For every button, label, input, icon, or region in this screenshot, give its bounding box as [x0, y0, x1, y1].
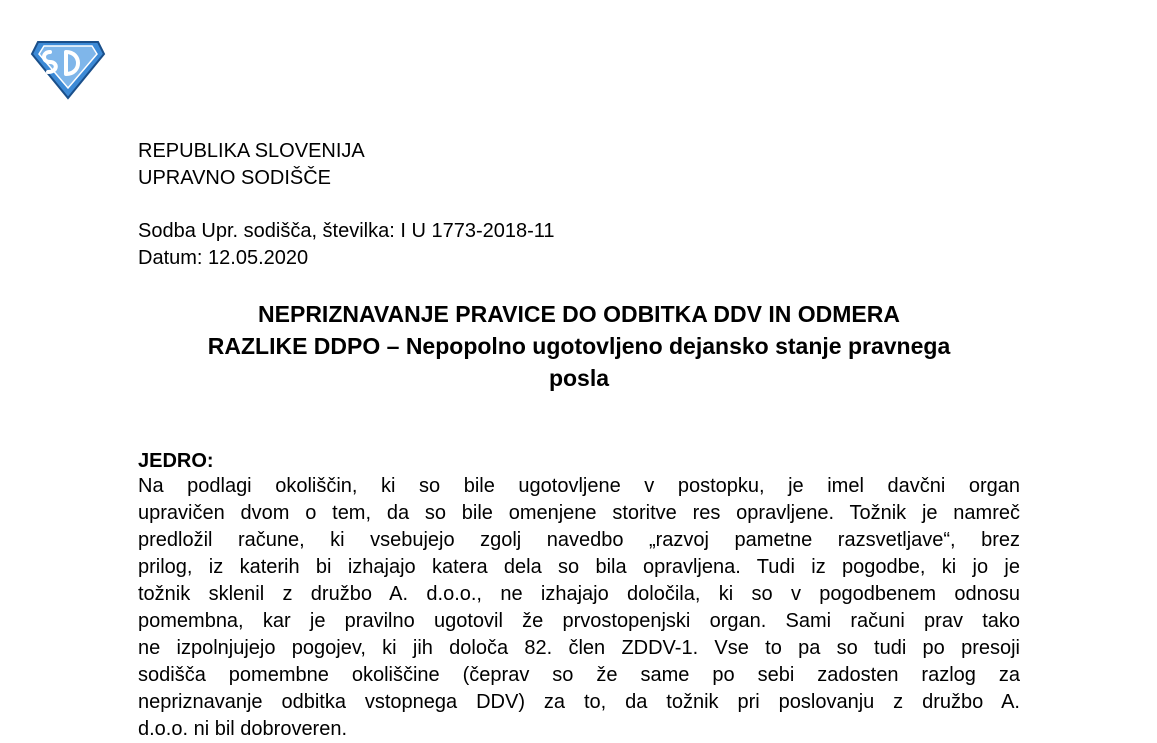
country-name: REPUBLIKA SLOVENIJA [138, 140, 365, 162]
court-name: UPRAVNO SODIŠČE [138, 167, 331, 189]
paragraph-line: d.o.o. ni bil dobroveren. [138, 718, 348, 740]
paragraph-line: prilog, iz katerih bi izhajajo katera dela so bila opravljena. Tudi iz pogodbe, ki jo je [138, 556, 1020, 578]
paragraph-line: tožnik sklenil z družbo A. d.o.o., ne izhajajo določila, ki so v pogodbenem odnosu [138, 583, 1020, 605]
case-date: Datum: 12.05.2020 [138, 247, 309, 269]
paragraph-line: nepriznavanje odbitka vstopnega DDV) za to, da tožnik pri poslovanju z družbo A. [138, 691, 1020, 713]
paragraph-line: sodišča pomembne okoliščine (čeprav so že same po sebi zadosten razlog za [138, 664, 1020, 686]
title-line: RAZLIKE DDPO – Nepopolno ugotovljeno dejansko stanje pravnega [207, 333, 951, 359]
document-title [138, 298, 1020, 394]
title-line: NEPRIZNAVANJE PRAVICE DO ODBITKA DDV IN ODMERA [258, 301, 900, 327]
paragraph-line: Na podlagi okoliščin, ki so bile ugotovljene v postopku, je imel davčni organ [138, 475, 1020, 497]
paragraph-line: pomembna, kar je pravilno ugotovil že prvostopenjski organ. Sami računi prav tako [138, 610, 1020, 632]
paragraph-line: upravičen dvom o tem, da so bile omenjene storitve res opravljene. Tožnik je namreč [138, 502, 1020, 524]
jedro-heading: JEDRO: [138, 450, 214, 472]
paragraph-line: predložil račune, ki vsebujejo zgolj navedbo „razvoj pametne razsvetljave“, brez [138, 529, 1020, 551]
title-line: posla [548, 365, 610, 391]
paragraph-line: ne izpolnjujejo pogojev, ki jih določa 82. člen ZDDV-1. Vse to pa so tudi po presoji [138, 637, 1020, 659]
diamond-logo-icon [30, 38, 106, 100]
case-number: Sodba Upr. sodišča, številka: I U 1773-2018-11 [138, 220, 555, 242]
case-info [138, 218, 1020, 272]
jedro-paragraph [138, 473, 1020, 743]
court-logo [30, 38, 106, 100]
court-header [138, 138, 1020, 192]
